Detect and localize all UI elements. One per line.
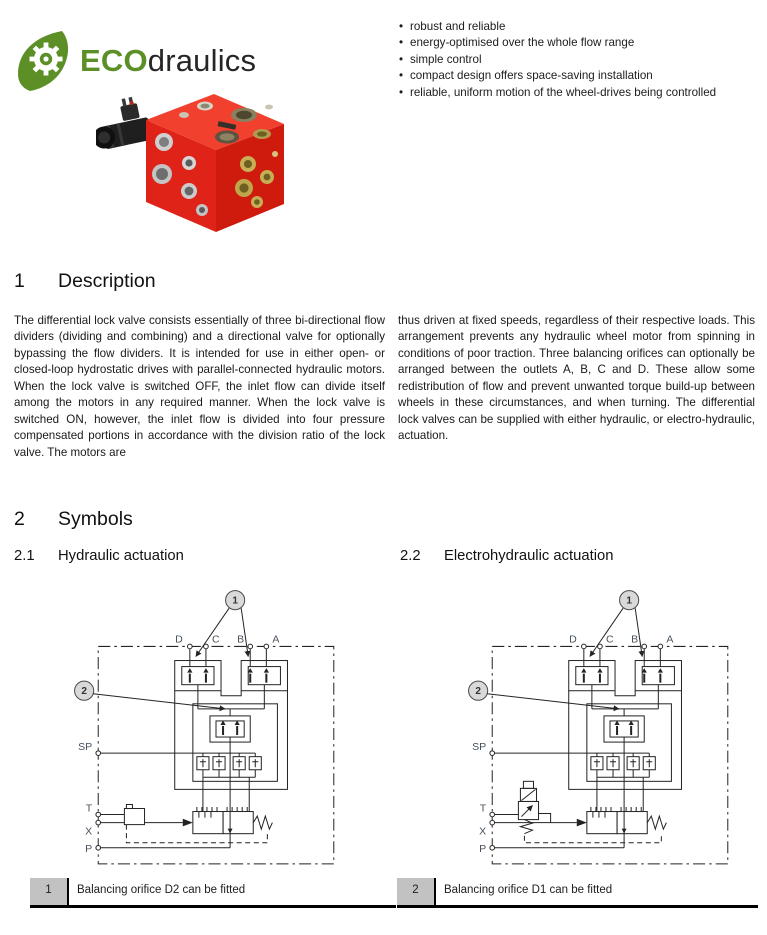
- brand-eco: ECO: [80, 43, 148, 78]
- port-label-p: P: [85, 842, 93, 855]
- feature-item: • reliable, uniform motion of the wheel-drives being controlled: [398, 85, 754, 101]
- section-number: 1: [14, 270, 25, 292]
- section-heading-description: [14, 270, 156, 293]
- brand-logo: [16, 30, 256, 92]
- port-label-c: C: [605, 633, 614, 646]
- port-label-a: A: [272, 633, 280, 646]
- legend-text: Balancing orifice D2 can be fitted: [67, 878, 396, 905]
- callout-1: 1: [626, 595, 632, 607]
- product-image: [96, 84, 292, 241]
- brand-draulics: draulics: [147, 43, 257, 78]
- electrohydraulic-circuit-diagram: [458, 584, 760, 878]
- port-label-x: X: [85, 825, 93, 838]
- port-label-t: T: [85, 802, 93, 815]
- port-label-x: X: [479, 825, 487, 838]
- legend-row-1: [30, 878, 396, 908]
- section-title: Symbols: [58, 508, 133, 530]
- callout-1: 1: [232, 595, 238, 607]
- description-column-2: thus driven at fixed speeds, regardless of their respective loads. This arrangement prevents any hydraulic wheel motor from spinning in conditions of poor traction. Three balancing orifices can optionally be arranged between the outlets A, B, C and D. These allow some redistribution of flow and prevent unwanted torque build-up between wheels in these circumstances, and when turning. The differential lock valves can be supplied with either hydraulic, or electro-hydraulic, actuation.: [398, 314, 755, 443]
- section-title: Description: [58, 270, 156, 292]
- port-label-d: D: [569, 633, 577, 646]
- subsection-title: Hydraulic actuation: [58, 548, 184, 564]
- subsection-number: 2.2: [400, 548, 421, 564]
- feature-item: • robust and reliable: [398, 19, 754, 35]
- legend-number: 2: [397, 878, 434, 905]
- legend-number: 1: [30, 878, 67, 905]
- legend-text: Balancing orifice D1 can be fitted: [434, 878, 758, 905]
- valve-block-render: [96, 84, 292, 236]
- description-column-1: The differential lock valve consists essentially of three bi-directional flow dividers (dividing and combining) and a directional valve for optionally bypassing the flow dividers. It is intended for use in either open- or closed-loop hydrostatic drives with parallel-connected hydraulic motors. When the lock valve is switched OFF, the inlet flow can divide itself among the motors in any required manner. When the lock valve is switched ON, however, the inlet flow is divided into four pressure compensated portions in accordance with the division ratio of the lock valve. The motors are: [14, 314, 385, 459]
- port-label-t: T: [479, 802, 487, 815]
- features-list: [398, 19, 754, 101]
- subsection-number: 2.1: [14, 548, 35, 564]
- port-label-sp: SP: [78, 741, 93, 754]
- section-heading-symbols: [14, 508, 133, 531]
- callout-2: 2: [475, 686, 481, 698]
- port-label-b: B: [237, 633, 245, 646]
- feature-item: • simple control: [398, 52, 754, 68]
- solenoid: [96, 94, 153, 151]
- subsection-title: Electrohydraulic actuation: [444, 548, 614, 564]
- feature-item: • energy-optimised over the whole flow range: [398, 35, 754, 51]
- port-label-a: A: [666, 633, 674, 646]
- port-label-b: B: [631, 633, 639, 646]
- port-label-d: D: [175, 633, 183, 646]
- leaf-gear-icon: [16, 30, 72, 92]
- port-label-sp: SP: [472, 741, 487, 754]
- brand-wordmark: [80, 43, 256, 79]
- subsection-hydraulic: [14, 548, 184, 564]
- legend-row-2: [397, 878, 758, 908]
- port-label-c: C: [211, 633, 220, 646]
- feature-item: • compact design offers space-saving installation: [398, 68, 754, 84]
- section-number: 2: [14, 508, 25, 530]
- port-label-p: P: [479, 842, 487, 855]
- callout-2: 2: [81, 686, 87, 698]
- subsection-electrohydraulic: [400, 548, 613, 564]
- hydraulic-circuit-diagram: [64, 584, 366, 878]
